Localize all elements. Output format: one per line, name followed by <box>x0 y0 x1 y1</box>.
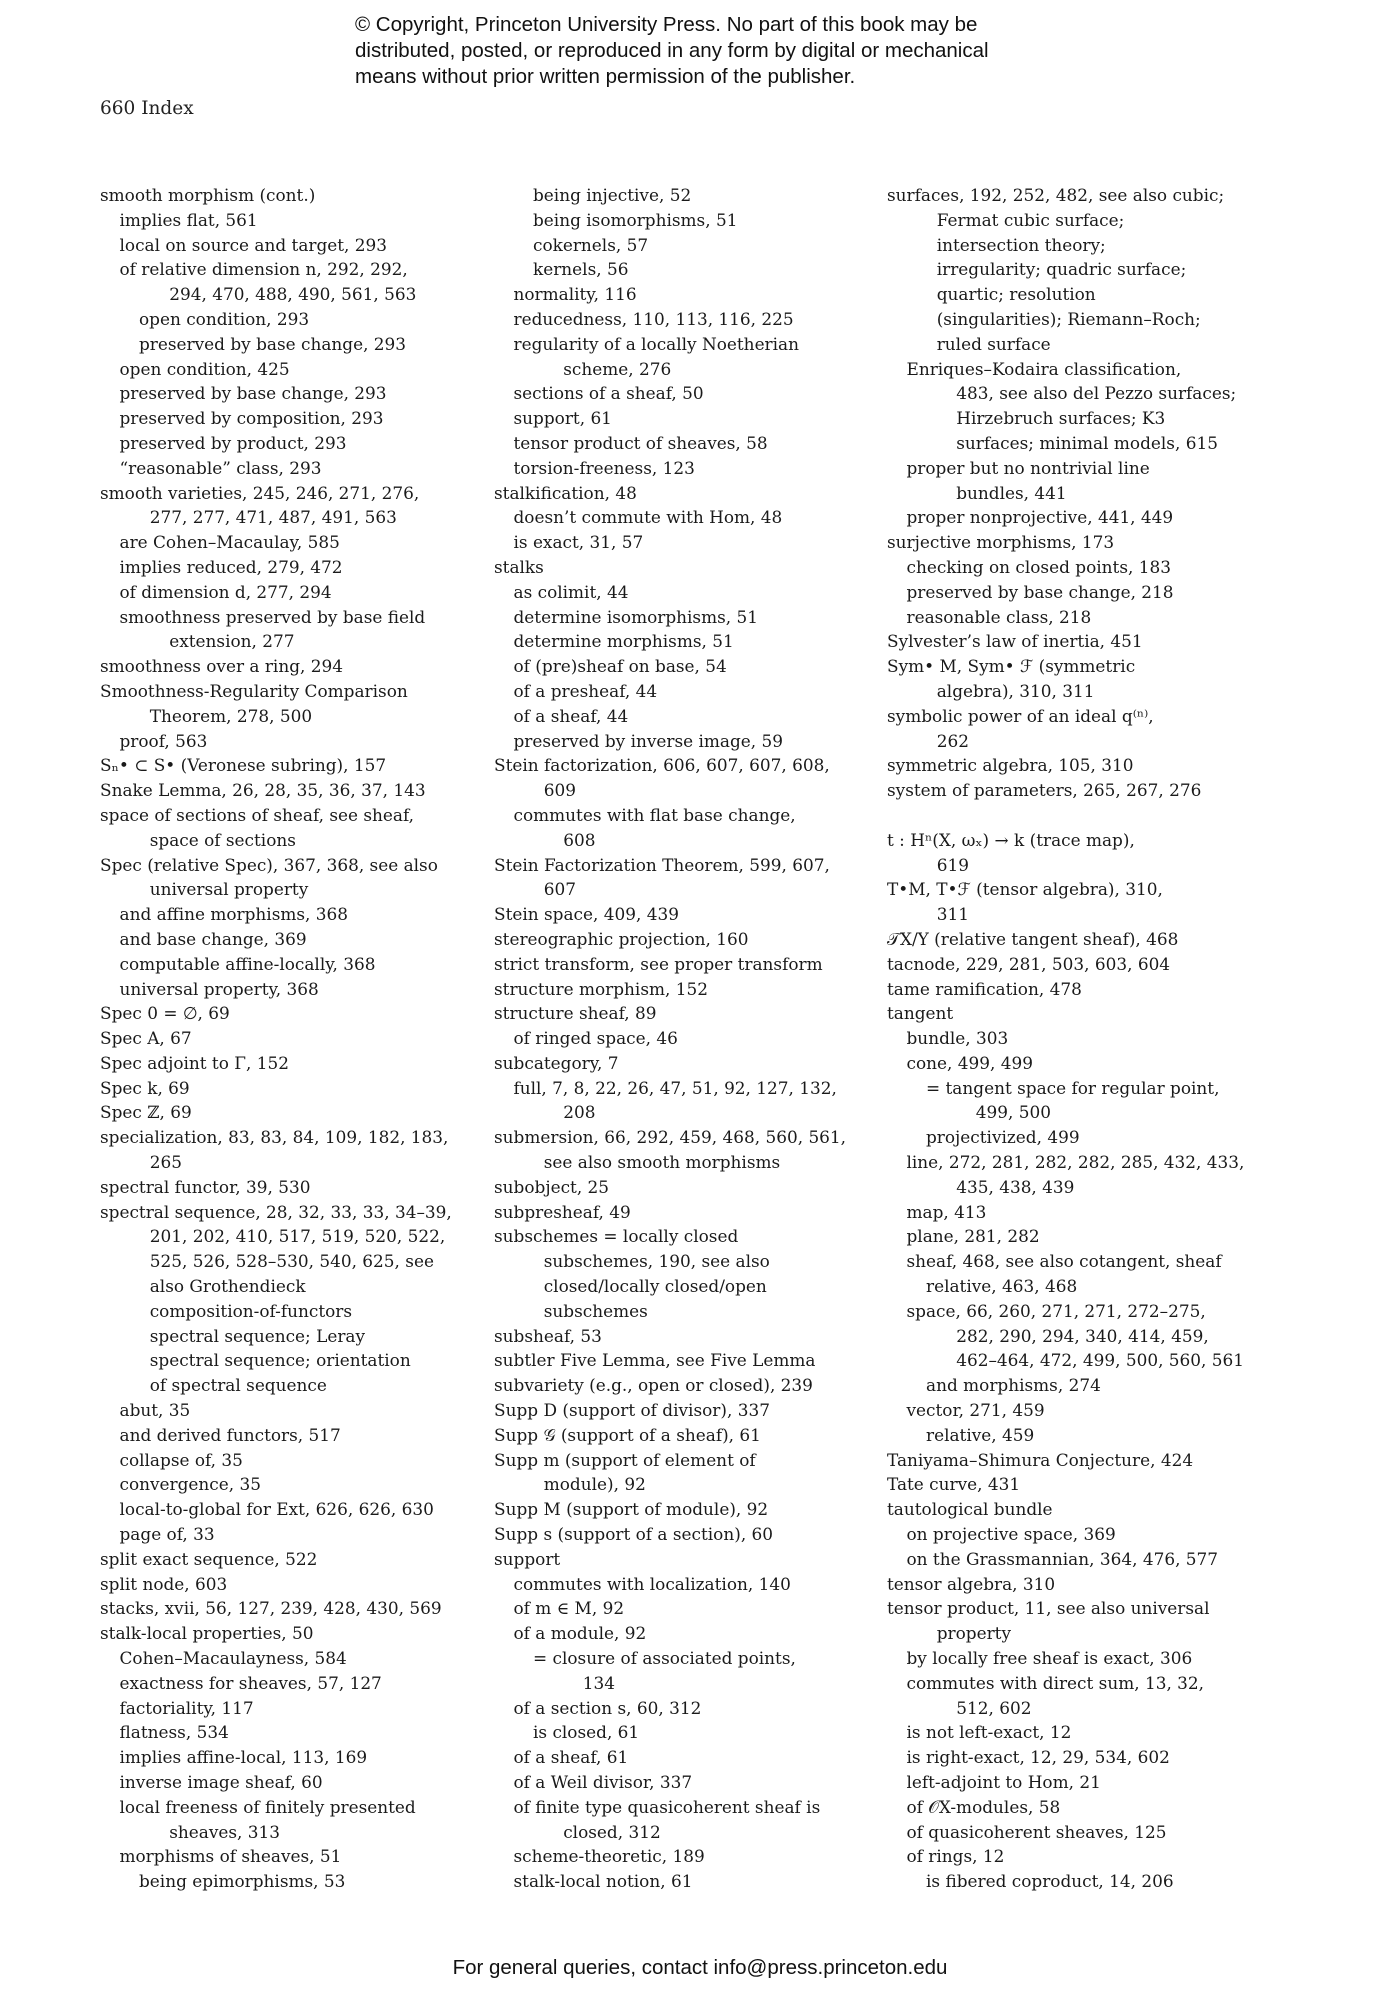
index-subentry: doesn’t commute with Hom, 48 <box>513 507 783 528</box>
index-subentry: local-to-global for Ext, 626, 626, 630 <box>119 1499 434 1520</box>
index-entry: subpresheaf, 49 <box>494 1201 631 1222</box>
index-entry-continuation: 208 <box>563 1102 596 1123</box>
index-subentry: of (pre)sheaf on base, 54 <box>513 656 727 677</box>
index-entry-continuation: 525, 526, 528–530, 540, 625, see <box>149 1251 434 1272</box>
index-entry: stereographic projection, 160 <box>494 928 749 949</box>
index-subentry: proof, 563 <box>119 730 208 751</box>
index-subentry: proper but no nontrivial line <box>906 457 1150 478</box>
index-entry: space of sections of sheaf, see sheaf, <box>100 804 415 825</box>
index-subentry: scheme-theoretic, 189 <box>513 1846 705 1867</box>
index-entry: surjective morphisms, 173 <box>887 532 1115 553</box>
index-subentry: implies affine-local, 113, 169 <box>119 1747 368 1768</box>
index-entry: Tate curve, 431 <box>887 1474 1021 1495</box>
index-entry-continuation: module), 92 <box>543 1474 646 1495</box>
index-entry: T•M, T•ℱ (tensor algebra), 310, <box>887 879 1163 900</box>
index-subentry: preserved by base change, 218 <box>906 581 1174 602</box>
index-subentry: of ringed space, 46 <box>513 1028 678 1049</box>
index-subentry: determine morphisms, 51 <box>513 631 734 652</box>
index-entry-continuation: universal property <box>149 879 309 900</box>
index-entry-continuation: 462–464, 472, 499, 500, 560, 561 <box>956 1350 1245 1371</box>
index-entry: subschemes = locally closed <box>494 1226 739 1247</box>
index-subentry: of a Weil divisor, 337 <box>513 1772 693 1792</box>
index-entry: Spec 0 = ∅, 69 <box>100 1003 230 1024</box>
index-subentry: morphisms of sheaves, 51 <box>119 1846 342 1867</box>
index-entry-continuation: 608 <box>563 829 596 850</box>
index-entry: stalks <box>494 556 544 577</box>
index-entry: tame ramification, 478 <box>887 978 1082 999</box>
index-subentry: and base change, 369 <box>119 928 307 949</box>
footer-contact: For general queries, contact info@press.princeton.edu <box>452 1956 948 1979</box>
index-subentry: map, 413 <box>906 1201 987 1222</box>
index-subentry: of dimension d, 277, 294 <box>119 581 332 602</box>
index-entry: t : Hⁿ(X, ωₓ) → k (trace map), <box>887 829 1135 850</box>
index-subentry: full, 7, 8, 22, 26, 47, 51, 92, 127, 132, <box>513 1077 837 1098</box>
index-column-2 <box>494 183 849 1894</box>
index-entry-continuation: 499, 500 <box>975 1102 1051 1123</box>
index-subentry: on projective space, 369 <box>906 1524 1116 1545</box>
index-subentry: proper nonprojective, 441, 449 <box>906 507 1174 528</box>
index-subentry: of m ∈ M, 92 <box>513 1598 625 1619</box>
index-subentry: being injective, 52 <box>533 185 692 205</box>
index-subentry: of a module, 92 <box>513 1623 647 1644</box>
index-entry-continuation: 265 <box>149 1152 182 1173</box>
index-entry: smoothness over a ring, 294 <box>100 656 344 677</box>
index-subentry: cone, 499, 499 <box>906 1052 1033 1073</box>
index-subentry: implies flat, 561 <box>119 209 258 230</box>
index-subentry: space, 66, 260, 271, 271, 272–275, <box>906 1300 1206 1321</box>
index-subentry: support, 61 <box>513 408 612 429</box>
index-entry: tensor algebra, 310 <box>887 1573 1056 1594</box>
index-entry: Spec (relative Spec), 367, 368, see also <box>100 854 438 875</box>
index-entry-continuation: composition-of-functors <box>149 1300 353 1321</box>
index-entry-continuation: sheaves, 313 <box>169 1821 281 1842</box>
index-entry: Supp s (support of a section), 60 <box>494 1524 774 1545</box>
index-entry: Supp M (support of module), 92 <box>494 1499 769 1520</box>
index-subentry: regularity of a locally Noetherian <box>513 333 799 354</box>
index-subentry: open condition, 293 <box>139 308 310 329</box>
index-entry: Sym• M, Sym• ℱ (symmetric <box>887 656 1136 677</box>
index-subentry: of a section s, 60, 312 <box>513 1697 702 1718</box>
index-entry-continuation: scheme, 276 <box>563 358 672 379</box>
index-entry: Supp m (support of element of <box>494 1449 756 1470</box>
index-subentry: left-adjoint to Hom, 21 <box>906 1772 1101 1792</box>
index-subentry: computable affine-locally, 368 <box>119 953 376 974</box>
index-subentry: is closed, 61 <box>533 1722 640 1743</box>
index-entry-continuation: also Grothendieck <box>149 1276 306 1297</box>
index-entry: split node, 603 <box>100 1573 228 1594</box>
index-entry-continuation: surfaces; minimal models, 615 <box>956 432 1218 453</box>
index-subentry: of quasicoherent sheaves, 125 <box>906 1821 1167 1842</box>
index-entry-continuation: property <box>936 1623 1011 1644</box>
index-subentry: preserved by composition, 293 <box>119 408 384 429</box>
index-entry: smooth morphism (cont.) <box>100 185 316 205</box>
index-subentry: vector, 271, 459 <box>906 1400 1045 1421</box>
index-entry-continuation: quartic; resolution <box>936 284 1096 305</box>
index-subentry: of 𝒪X-modules, 58 <box>906 1796 1061 1817</box>
index-subentry: is not left-exact, 12 <box>906 1722 1072 1743</box>
index-entry-continuation: ruled surface <box>936 333 1051 354</box>
index-subentry: inverse image sheaf, 60 <box>119 1772 323 1792</box>
index-entry: spectral functor, 39, 530 <box>100 1176 311 1197</box>
index-subentry: open condition, 425 <box>119 358 290 379</box>
index-entry: subtler Five Lemma, see Five Lemma <box>494 1350 816 1371</box>
index-subentry: is right-exact, 12, 29, 534, 602 <box>906 1747 1170 1768</box>
index-subentry: commutes with localization, 140 <box>513 1573 791 1594</box>
index-entry-continuation: 262 <box>936 730 969 751</box>
index-subentry: factoriality, 117 <box>119 1697 254 1718</box>
index-entry-continuation: 435, 438, 439 <box>956 1176 1075 1197</box>
index-entry: subobject, 25 <box>494 1176 610 1197</box>
index-entry-continuation: space of sections <box>149 829 296 850</box>
index-entry: surfaces, 192, 252, 482, see also cubic; <box>887 185 1225 205</box>
index-subentry: commutes with direct sum, 13, 32, <box>906 1672 1205 1693</box>
index-entry-continuation: 483, see also del Pezzo surfaces; <box>956 383 1237 404</box>
index-entry-continuation: 201, 202, 410, 517, 519, 520, 522, <box>149 1226 446 1247</box>
index-entry-continuation: 311 <box>936 904 969 925</box>
index-subentry: reducedness, 110, 113, 116, 225 <box>513 308 794 329</box>
index-entry: subsheaf, 53 <box>494 1325 602 1346</box>
index-entry-continuation: bundles, 441 <box>956 482 1067 503</box>
index-entry: support <box>494 1548 561 1569</box>
index-entry: Spec adjoint to Γ, 152 <box>100 1052 289 1073</box>
index-subentry: torsion-freeness, 123 <box>513 457 695 478</box>
index-entry: specialization, 83, 83, 84, 109, 182, 183, <box>100 1127 449 1148</box>
index-entry: smooth varieties, 245, 246, 271, 276, <box>100 482 420 503</box>
index-entry-continuation: subschemes, 190, see also <box>543 1251 770 1272</box>
index-entry: spectral sequence, 28, 32, 33, 33, 34–39, <box>100 1201 452 1222</box>
index-subentry: being isomorphisms, 51 <box>533 209 738 230</box>
index-entry-continuation: 512, 602 <box>956 1697 1032 1718</box>
index-subentry: cokernels, 57 <box>533 234 649 255</box>
index-entry-continuation: spectral sequence; orientation <box>149 1350 411 1371</box>
index-column-1 <box>100 183 455 1894</box>
index-entry: Spec A, 67 <box>100 1028 192 1049</box>
index-subentry: = tangent space for regular point, <box>926 1077 1220 1098</box>
index-entry: tacnode, 229, 281, 503, 603, 604 <box>887 953 1171 974</box>
index-subentry: preserved by base change, 293 <box>139 333 407 354</box>
index-subentry: kernels, 56 <box>533 259 629 280</box>
index-entry-continuation: 134 <box>582 1672 615 1693</box>
index-entry-continuation: closed, 312 <box>563 1821 661 1842</box>
index-subentry: local freeness of finitely presented <box>119 1796 416 1817</box>
index-entry: submersion, 66, 292, 459, 468, 560, 561, <box>494 1127 847 1148</box>
index-subentry: smoothness preserved by base field <box>119 606 426 627</box>
index-entry: structure morphism, 152 <box>494 978 708 999</box>
index-subentry: relative, 459 <box>926 1424 1035 1445</box>
index-subentry: implies reduced, 279, 472 <box>119 556 343 577</box>
index-subentry: collapse of, 35 <box>119 1449 243 1470</box>
index-subentry: normality, 116 <box>513 284 637 305</box>
index-entry: symbolic power of an ideal q⁽ⁿ⁾, <box>887 705 1154 726</box>
index-subentry: Enriques–Kodaira classification, <box>906 358 1182 379</box>
index-entry-continuation: algebra), 310, 311 <box>936 680 1095 701</box>
index-entry-continuation: subschemes <box>543 1300 648 1321</box>
index-entry-continuation: irregularity; quadric surface; <box>936 259 1187 280</box>
index-entry-continuation: 294, 470, 488, 490, 561, 563 <box>169 284 417 305</box>
index-subentry: and derived functors, 517 <box>119 1424 341 1445</box>
index-subentry: Cohen–Macaulayness, 584 <box>119 1648 347 1669</box>
index-entry: Snake Lemma, 26, 28, 35, 36, 37, 143 <box>100 780 426 801</box>
index-entry: 𝒯X/Y (relative tangent sheaf), 468 <box>887 928 1179 949</box>
index-entry: symmetric algebra, 105, 310 <box>887 755 1134 776</box>
index-entry-continuation: intersection theory; <box>936 234 1106 255</box>
index-subentry: = closure of associated points, <box>533 1648 796 1669</box>
index-subentry: and affine morphisms, 368 <box>119 904 349 925</box>
index-subentry: being epimorphisms, 53 <box>139 1871 346 1892</box>
index-entry-continuation: 619 <box>936 854 969 875</box>
index-subentry: preserved by product, 293 <box>119 432 347 453</box>
index-subentry: exactness for sheaves, 57, 127 <box>119 1672 382 1693</box>
copyright-notice: © Copyright, Princeton University Press. No part of this book may be distributed, posted, or reproduced in any form by digital or mechanical means without prior written permission of the publisher. <box>355 13 989 88</box>
index-entry: Smoothness-Regularity Comparison <box>100 680 408 701</box>
index-entry: split exact sequence, 522 <box>100 1548 318 1569</box>
index-subentry: line, 272, 281, 282, 282, 285, 432, 433, <box>906 1152 1245 1173</box>
index-entry: subvariety (e.g., open or closed), 239 <box>494 1375 813 1396</box>
index-subentry: of rings, 12 <box>906 1846 1005 1867</box>
index-subentry: is exact, 31, 57 <box>513 532 644 553</box>
index-subentry: and morphisms, 274 <box>926 1375 1101 1396</box>
index-entry: Sₙ• ⊂ S• (Veronese subring), 157 <box>100 755 387 776</box>
index-entry: Sylvester’s law of inertia, 451 <box>887 631 1143 652</box>
index-subentry: of a sheaf, 61 <box>513 1747 629 1768</box>
index-subentry: universal property, 368 <box>119 978 319 999</box>
index-entry: system of parameters, 265, 267, 276 <box>887 780 1202 801</box>
index-entry: stalkification, 48 <box>494 482 637 503</box>
index-entry-continuation: Hirzebruch surfaces; K3 <box>956 408 1166 429</box>
index-subentry: relative, 463, 468 <box>926 1276 1078 1297</box>
index-entry-continuation: spectral sequence; Leray <box>149 1325 366 1346</box>
index-subentry: by locally free sheaf is exact, 306 <box>906 1648 1193 1669</box>
index-entry-continuation: (singularities); Riemann–Roch; <box>936 308 1201 329</box>
index-entry: subcategory, 7 <box>494 1052 619 1073</box>
index-subentry: page of, 33 <box>119 1524 215 1545</box>
index-entry: Supp D (support of divisor), 337 <box>494 1400 770 1421</box>
index-subentry: commutes with flat base change, <box>513 804 796 825</box>
index-subentry: “reasonable” class, 293 <box>119 457 322 478</box>
index-subentry: abut, 35 <box>119 1400 191 1421</box>
index-entry-continuation: Fermat cubic surface; <box>936 209 1125 230</box>
index-entry: stacks, xvii, 56, 127, 239, 428, 430, 569 <box>100 1598 442 1619</box>
index-entry <box>887 803 1242 828</box>
index-subentry: of finite type quasicoherent sheaf is <box>513 1796 821 1817</box>
index-entry: stalk-local properties, 50 <box>100 1623 314 1644</box>
index-column-3 <box>887 183 1245 1894</box>
index-entry: tensor product, 11, see also universal <box>887 1598 1210 1619</box>
index-subentry: stalk-local notion, 61 <box>513 1871 693 1892</box>
index-entry: Spec ℤ, 69 <box>100 1102 192 1123</box>
index-subentry: preserved by base change, 293 <box>119 383 387 404</box>
index-subentry: are Cohen–Macaulay, 585 <box>119 532 340 553</box>
index-subentry: sections of a sheaf, 50 <box>513 383 704 404</box>
index-subentry: bundle, 303 <box>906 1028 1009 1049</box>
page-header: 660 Index <box>100 98 194 119</box>
index-entry: Stein Factorization Theorem, 599, 607, <box>494 854 830 875</box>
index-subentry: tensor product of sheaves, 58 <box>513 432 768 453</box>
index-entry-continuation: extension, 277 <box>169 631 295 652</box>
index-subentry: checking on closed points, 183 <box>906 556 1171 577</box>
index-subentry: convergence, 35 <box>119 1474 261 1495</box>
index-entry: tautological bundle <box>887 1499 1053 1520</box>
index-subentry: determine isomorphisms, 51 <box>513 606 759 627</box>
index-entry-continuation: 609 <box>543 780 576 801</box>
index-entry: Spec k, 69 <box>100 1077 190 1098</box>
index-subentry: local on source and target, 293 <box>119 234 388 255</box>
index-subentry: sheaf, 468, see also cotangent, sheaf <box>906 1251 1222 1272</box>
index-entry: Taniyama–Shimura Conjecture, 424 <box>887 1449 1194 1470</box>
index-entry: Stein factorization, 606, 607, 607, 608, <box>494 755 830 776</box>
index-entry-continuation: Theorem, 278, 500 <box>149 705 313 726</box>
index-entry-continuation: closed/locally closed/open <box>543 1276 767 1297</box>
index-entry-continuation: 282, 290, 294, 340, 414, 459, <box>956 1325 1209 1346</box>
index-subentry: plane, 281, 282 <box>906 1226 1040 1247</box>
index-subentry: is fibered coproduct, 14, 206 <box>926 1871 1174 1892</box>
index-subentry: reasonable class, 218 <box>906 606 1092 627</box>
index-entry-continuation: 277, 277, 471, 487, 491, 563 <box>149 507 397 528</box>
index-subentry: as colimit, 44 <box>513 581 629 602</box>
index-entry: strict transform, see proper transform <box>494 953 823 974</box>
index-entry-continuation: 607 <box>543 879 576 900</box>
index-subentry: of relative dimension n, 292, 292, <box>119 259 408 280</box>
index-entry: Stein space, 409, 439 <box>494 904 679 925</box>
index-entry-continuation: of spectral sequence <box>149 1375 327 1396</box>
index-subentry: flatness, 534 <box>119 1722 229 1743</box>
index-entry: Supp 𝒢 (support of a sheaf), 61 <box>494 1424 761 1445</box>
index-entry-continuation: see also smooth morphisms <box>543 1152 781 1173</box>
index-subentry: of a presheaf, 44 <box>513 680 658 701</box>
index-entry: tangent <box>887 1003 954 1024</box>
index-subentry: projectivized, 499 <box>926 1127 1080 1148</box>
index-subentry: of a sheaf, 44 <box>513 705 629 726</box>
index-subentry: preserved by inverse image, 59 <box>513 730 784 751</box>
index-subentry: on the Grassmannian, 364, 476, 577 <box>906 1548 1219 1569</box>
index-entry: structure sheaf, 89 <box>494 1003 657 1024</box>
